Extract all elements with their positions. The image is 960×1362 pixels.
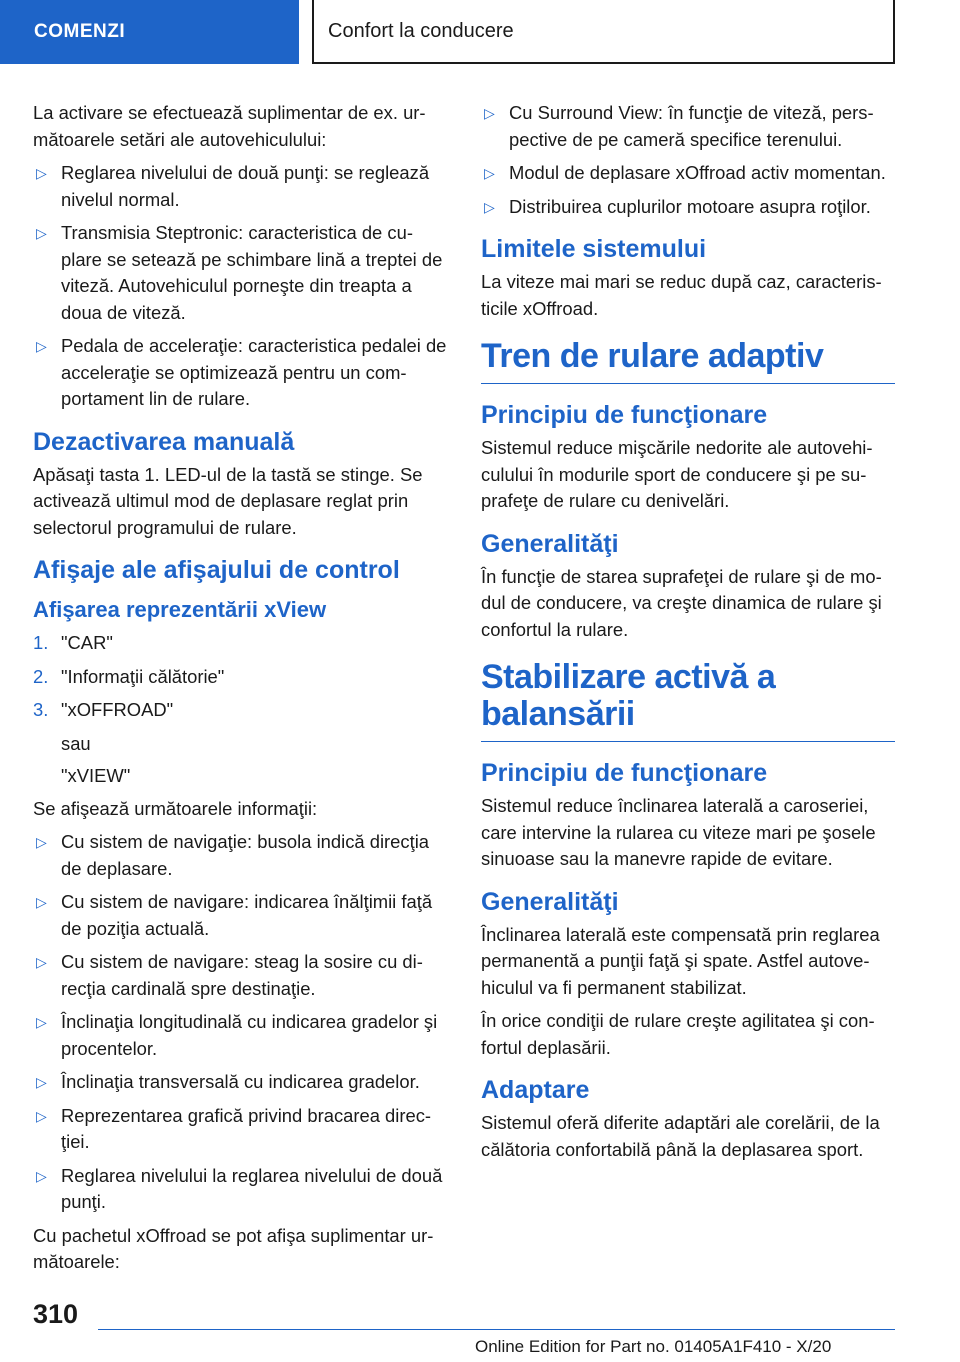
triangle-bullet-icon: ▷ [36, 1074, 47, 1090]
list-item: ▷ Reglarea nivelului la reglarea nivelului de două punţi. [36, 1164, 443, 1212]
limits-heading: Limitele sistemului [481, 235, 707, 263]
triangle-bullet-icon: ▷ [36, 1014, 47, 1030]
stabilization-title: Stabilizare activă a balansării [481, 659, 895, 742]
stabilization-general-paragraph-2: În orice condiţii de rulare creşte agilitatea şi confortul deplasării. [481, 1010, 875, 1058]
adaptive-general-paragraph: În funcţie de starea suprafeţei de rulare şi de modul de conducere, va creşte dinamica de rulare şi confortul la rulare. [481, 565, 882, 640]
offroad-list [481, 100, 895, 220]
xview-heading: Afişarea reprezentării xView [33, 597, 327, 622]
list-item: ▷ Cu sistem de navigare: indicarea înălţimii faţă de poziţia actuală. [36, 891, 433, 939]
right-column [481, 100, 895, 1170]
list-item: ▷ Modul de deplasare xOffroad activ momentan. [481, 160, 895, 187]
triangle-bullet-icon: ▷ [36, 1107, 47, 1124]
adaptive-principle-heading: Principiu de funcţionare [481, 401, 768, 429]
intro-list [33, 160, 447, 413]
stabilization-principle-paragraph: Sistemul reduce înclinarea laterală a caroseriei, care intervine la rularea cu viteze mari pe şosele sinuoase sau la manevre rapide de evitare. [481, 795, 876, 869]
list-item: ▷ Înclinaţia longitudinală cu indicarea gradelor şi procentelor. [36, 1011, 438, 1059]
list-item: ▷ Reglarea nivelului de două punţi: se reglează nivelul normal. [36, 162, 430, 210]
xview-alt: "xVIEW" [61, 765, 131, 786]
chapter-tab[interactable] [0, 0, 299, 64]
left-column [33, 100, 447, 1283]
info-list [33, 829, 447, 1216]
triangle-bullet-icon: ▷ [36, 954, 47, 970]
xview-list [33, 630, 447, 724]
chapter-tab-label: COMENZI [34, 21, 126, 42]
list-item: ▷ Cu sistem de navigaţie: busola indică direcţia de deplasare. [36, 831, 430, 879]
list-item: 1. "CAR" [33, 630, 447, 657]
list-item: ▷ Înclinaţia transversală cu indicarea gradelor. [33, 1069, 447, 1096]
adaptive-general-heading: Generalităţi [481, 529, 619, 558]
item-number: 2. [33, 665, 49, 687]
adaptive-principle-paragraph: Sistemul reduce mişcările nedorite ale autovehiculului în modurile sport de conducere şi pe suprafeţe de rulare cu denivelări. [481, 437, 873, 511]
list-item: ▷ Distribuirea cuplurilor motoare asupra roţilor. [481, 194, 895, 221]
triangle-bullet-icon: ▷ [36, 834, 47, 850]
xview-or: sau [61, 732, 91, 754]
page-number: 310 [33, 1299, 79, 1329]
list-item: ▷ Transmisia Steptronic: caracteristica de cuplare se setează pe schimbare lină a treptei de viteză. Autovehiculul porneşte din treapta a doua de viteză. [36, 222, 443, 323]
deactivation-heading: Dezactivarea manuală [33, 427, 295, 456]
info-intro: Se afişează următoarele informaţii: [33, 797, 318, 819]
adaptation-heading: Adaptare [481, 1076, 590, 1104]
limits-paragraph: La viteze mai mari se reduc după caz, caracteristicile xOffroad. [481, 271, 882, 319]
stabilization-principle-heading: Principiu de funcţionare [481, 759, 768, 787]
triangle-bullet-icon: ▷ [484, 105, 495, 121]
section-title: Confort la conducere [328, 19, 514, 42]
stabilization-general-heading: Generalităţi [481, 887, 619, 916]
triangle-bullet-icon: ▷ [484, 198, 495, 215]
triangle-bullet-icon: ▷ [36, 338, 47, 354]
section-header [312, 0, 895, 64]
footer-divider [98, 1329, 895, 1330]
intro-paragraph: La activare se efectuează suplimentar de ex. următoarele setări ale autovehiculului: [33, 102, 426, 150]
stabilization-general-paragraph-1: Înclinarea laterală este compensată prin reglarea permanentă a punţii faţă şi spate. Astfel autovehiculul va fi permanent stabilizat. [481, 923, 880, 998]
list-item: ▷ Cu Surround View: în funcţie de viteză, perspective de pe cameră specifice terenului. [484, 102, 874, 150]
triangle-bullet-icon: ▷ [36, 165, 47, 181]
list-item: ▷ Cu sistem de navigare: steag la sosire cu direcţia cardinală spre destinaţie. [36, 951, 423, 999]
list-item: ▷ Pedala de acceleraţie: caracteristica pedalei de acceleraţie se optimizează pentru un comportament lin de rulare. [36, 335, 447, 409]
triangle-bullet-icon: ▷ [36, 225, 47, 241]
triangle-bullet-icon: ▷ [36, 894, 47, 910]
list-item: 3. "xOFFROAD" [33, 697, 447, 724]
item-number: 3. [33, 699, 49, 720]
displays-heading: Afişaje ale afişajului de control [33, 556, 400, 584]
adaptive-chassis-title: Tren de rulare adaptiv [481, 338, 895, 384]
list-item: 2. "Informaţii călătorie" [33, 664, 447, 691]
list-item: ▷ Reprezentarea grafică privind bracarea direcţiei. [36, 1104, 432, 1152]
triangle-bullet-icon: ▷ [36, 1167, 47, 1184]
deactivation-paragraph: Apăsaţi tasta 1. LED-ul de la tastă se stinge. Se activează ultimul mod de deplasare reglat prin selectorul programului de rulare. [33, 463, 423, 538]
footer-edition: Online Edition for Part no. 01405A1F410 - X/20 [475, 1337, 832, 1356]
item-number: 1. [33, 632, 49, 653]
offroad-paragraph: Cu pachetul xOffroad se pot afişa suplimentar următoarele: [33, 1224, 434, 1272]
adaptation-paragraph: Sistemul oferă diferite adaptări ale corelării, de la călătoria confortabilă până la deplasarea sport. [481, 1112, 880, 1160]
triangle-bullet-icon: ▷ [484, 165, 495, 181]
